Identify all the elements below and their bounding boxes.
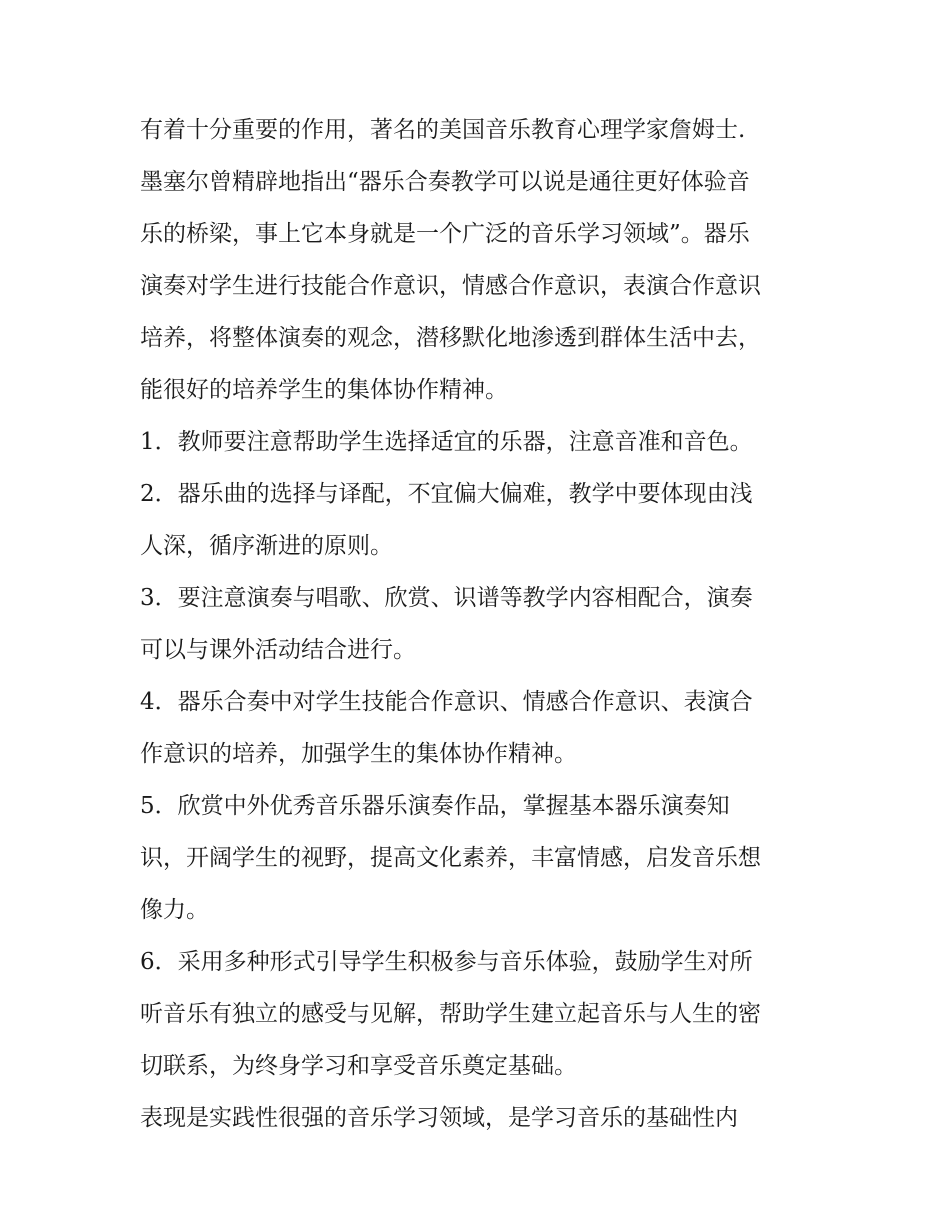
text-line-5: 培养，将整体演奏的观念，潜移默化地渗透到群体生活中去， [140, 325, 761, 351]
list-item-2-line-1: 2．器乐曲的选择与译配，不宜偏大偏难，教学中要体现由浅 [140, 481, 753, 507]
text-line-4: 演奏对学生进行技能合作意识，情感合作意识，表演合作意识 [140, 273, 761, 299]
list-item-6-line-3: 切联系，为终身学习和享受音乐奠定基础。 [140, 1053, 577, 1079]
text-line-3: 乐的桥梁，事上它本身就是一个广泛的音乐学习领域”。器乐 [140, 221, 750, 247]
list-item-3-line-2: 可以与课外活动结合进行。 [140, 637, 416, 663]
list-item-6-line-2: 听音乐有独立的感受与见解，帮助学生建立起音乐与人生的密 [140, 1001, 761, 1027]
text-line-2: 墨塞尔曾精辟地指出“器乐合奏教学可以说是通往更好体验音 [140, 169, 750, 195]
list-item-4-line-2: 作意识的培养，加强学生的集体协作精神。 [140, 741, 577, 767]
text-line-1: 有着十分重要的作用，著名的美国音乐教育心理学家詹姆士. [140, 117, 746, 143]
body-text [140, 104, 820, 1144]
text-line-6: 能很好的培养学生的集体协作精神。 [140, 377, 508, 403]
list-item-5-line-1: 5．欣赏中外优秀音乐器乐演奏作品，掌握基本器乐演奏知 [140, 793, 730, 819]
list-item-5-line-2: 识，开阔学生的视野，提高文化素养，丰富情感，启发音乐想 [140, 845, 761, 871]
list-item-6-line-1: 6．采用多种形式引导学生积极参与音乐体验，鼓励学生对所 [140, 949, 753, 975]
list-item-1-line-1: 1．教师要注意帮助学生选择适宜的乐器，注意音准和音色。 [140, 429, 753, 455]
text-line-closing: 表现是实践性很强的音乐学习领域，是学习音乐的基础性内 [140, 1105, 738, 1131]
list-item-3-line-1: 3．要注意演奏与唱歌、欣赏、识谱等教学内容相配合，演奏 [140, 585, 753, 611]
list-item-2-line-2: 人深，循序渐进的原则。 [140, 533, 393, 559]
list-item-5-line-3: 像力。 [140, 897, 209, 923]
list-item-4-line-1: 4．器乐合奏中对学生技能合作意识、情感合作意识、表演合 [140, 689, 753, 715]
